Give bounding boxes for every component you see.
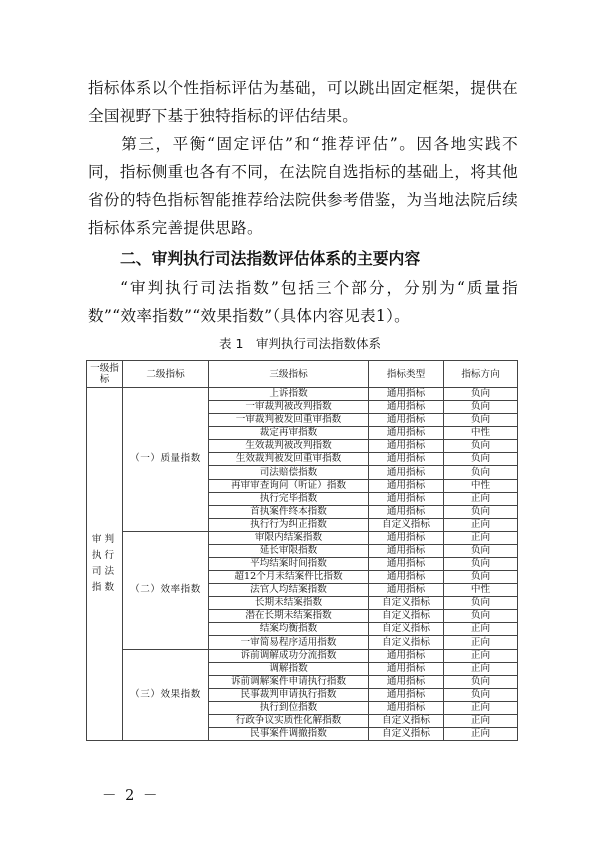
- type-cell: 通用指标: [369, 414, 444, 427]
- direction-cell: 正向: [444, 701, 518, 714]
- level3-cell: 调解指数: [209, 662, 369, 675]
- direction-cell: 负向: [444, 688, 518, 701]
- direction-cell: 正向: [444, 714, 518, 727]
- level3-cell: 司法赔偿指数: [209, 466, 369, 479]
- header-direction: 指标方向: [444, 361, 518, 388]
- type-cell: 通用指标: [369, 505, 444, 518]
- type-cell: 自定义指标: [369, 714, 444, 727]
- level3-cell: 超12个月未结案件比指数: [209, 571, 369, 584]
- type-cell: 通用指标: [369, 479, 444, 492]
- direction-cell: 中性: [444, 427, 518, 440]
- table-row: [87, 531, 518, 544]
- level3-cell: 一审简易程序适用指数: [209, 636, 369, 649]
- type-cell: 通用指标: [369, 701, 444, 714]
- type-cell: 通用指标: [369, 571, 444, 584]
- level3-cell: 结案均衡指数: [209, 623, 369, 636]
- level3-cell: 执行到位指数: [209, 701, 369, 714]
- level1-cell: 审判执行司法指数: [87, 388, 123, 741]
- type-cell: 通用指标: [369, 388, 444, 401]
- type-cell: 通用指标: [369, 544, 444, 557]
- direction-cell: 正向: [444, 636, 518, 649]
- type-cell: 通用指标: [369, 440, 444, 453]
- level3-cell: 延长审限指数: [209, 544, 369, 557]
- level3-cell: 执行完毕指数: [209, 492, 369, 505]
- direction-cell: 中性: [444, 584, 518, 597]
- paragraph-3: “审判执行司法指数”包括三个部分，分别为“质量指数”“效率指数”“效果指数”（具体内容见表1）。: [88, 279, 518, 325]
- direction-cell: 负向: [444, 466, 518, 479]
- type-cell: 通用指标: [369, 453, 444, 466]
- level3-cell: 上诉指数: [209, 388, 369, 401]
- type-cell: 通用指标: [369, 401, 444, 414]
- level3-cell: 裁定再审指数: [209, 427, 369, 440]
- direction-cell: 正向: [444, 662, 518, 675]
- direction-cell: 正向: [444, 649, 518, 662]
- level3-cell: 生效裁判被改判指数: [209, 440, 369, 453]
- header-level3: 三级指标: [209, 361, 369, 388]
- type-cell: 通用指标: [369, 688, 444, 701]
- level3-cell: 一审裁判被发回重审指数: [209, 414, 369, 427]
- direction-cell: 负向: [444, 544, 518, 557]
- direction-cell: 负向: [444, 505, 518, 518]
- direction-cell: 正向: [444, 518, 518, 531]
- level3-cell: 民事裁判申请执行指数: [209, 688, 369, 701]
- direction-cell: 负向: [444, 388, 518, 401]
- header-level2: 二级指标: [123, 361, 209, 388]
- level3-cell: 法官人均结案指数: [209, 584, 369, 597]
- direction-cell: 负向: [444, 453, 518, 466]
- type-cell: 通用指标: [369, 466, 444, 479]
- level3-cell: 长期未结案指数: [209, 597, 369, 610]
- direction-cell: 负向: [444, 610, 518, 623]
- paragraph-2: 第三，平衡“固定评估”和“推荐评估”。因各地实践不同，指标侧重也各有不同，在法院自选指标的基础上，将其他省份的特色指标智能推荐给法院供参考借鉴，为当地法院后续指标体系完善提供思路。: [88, 135, 518, 237]
- direction-cell: 中性: [444, 479, 518, 492]
- type-cell: 自定义指标: [369, 636, 444, 649]
- table-caption: 表 1 审判执行司法指数体系: [219, 336, 381, 351]
- type-cell: 通用指标: [369, 492, 444, 505]
- type-cell: 通用指标: [369, 584, 444, 597]
- direction-cell: 负向: [444, 571, 518, 584]
- direction-cell: 负向: [444, 558, 518, 571]
- type-cell: 自定义指标: [369, 610, 444, 623]
- type-cell: 自定义指标: [369, 597, 444, 610]
- level3-cell: 生效裁判被发回重审指数: [209, 453, 369, 466]
- type-cell: 通用指标: [369, 662, 444, 675]
- level3-cell: 再审审查询问（听证）指数: [209, 479, 369, 492]
- type-cell: 自定义指标: [369, 728, 444, 741]
- level3-cell: 执行行为纠正指数: [209, 518, 369, 531]
- level3-cell: 民事案件调撤指数: [209, 728, 369, 741]
- direction-cell: 负向: [444, 675, 518, 688]
- paragraph-1: 指标体系以个性指标评估为基础，可以跳出固定框架，提供在全国视野下基于独特指标的评估结果。: [88, 79, 518, 125]
- type-cell: 通用指标: [369, 649, 444, 662]
- level3-cell: 首执案件终本指数: [209, 505, 369, 518]
- level3-cell: 平均结案时间指数: [209, 558, 369, 571]
- type-cell: 自定义指标: [369, 518, 444, 531]
- table-row: [87, 388, 518, 401]
- direction-cell: 正向: [444, 492, 518, 505]
- level2-cell: （三）效果指数: [123, 649, 209, 741]
- direction-cell: 正向: [444, 728, 518, 741]
- index-table: [86, 360, 518, 741]
- level2-cell: （二）效率指数: [123, 531, 209, 649]
- level3-cell: 行政争议实质性化解指数: [209, 714, 369, 727]
- type-cell: 通用指标: [369, 675, 444, 688]
- level3-cell: 一审裁判被改判指数: [209, 401, 369, 414]
- type-cell: 自定义指标: [369, 623, 444, 636]
- type-cell: 通用指标: [369, 427, 444, 440]
- header-level1: 一级指标: [87, 361, 123, 388]
- table-header-row: [87, 361, 518, 388]
- direction-cell: 正向: [444, 623, 518, 636]
- direction-cell: 负向: [444, 597, 518, 610]
- level3-cell: 诉前调解成功分流指数: [209, 649, 369, 662]
- section-heading: 二、审判执行司法指数评估体系的主要内容: [120, 249, 421, 268]
- level3-cell: 审限内结案指数: [209, 531, 369, 544]
- level2-cell: （一）质量指数: [123, 388, 209, 532]
- type-cell: 通用指标: [369, 531, 444, 544]
- table-body: [87, 388, 518, 741]
- direction-cell: 正向: [444, 531, 518, 544]
- direction-cell: 负向: [444, 440, 518, 453]
- level3-cell: 诉前调解案件申请执行指数: [209, 675, 369, 688]
- direction-cell: 负向: [444, 414, 518, 427]
- page-number: － 2 －: [102, 788, 160, 804]
- direction-cell: 负向: [444, 401, 518, 414]
- type-cell: 通用指标: [369, 558, 444, 571]
- header-type: 指标类型: [369, 361, 444, 388]
- table-row: [87, 649, 518, 662]
- level3-cell: 潜在长期未结案指数: [209, 610, 369, 623]
